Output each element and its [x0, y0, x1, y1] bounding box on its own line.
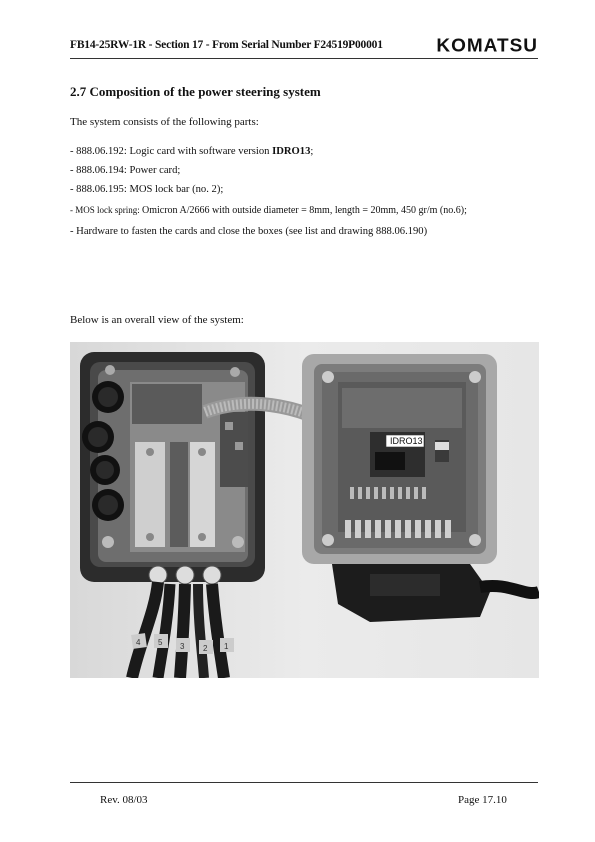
- part-item: [70, 161, 467, 180]
- part-text: Omicron A/2666 with outside diameter = 8mm, length = 20mm, 450 gr/m (no.6);: [142, 205, 467, 216]
- part-item: [70, 142, 467, 161]
- system-photo: [70, 342, 539, 678]
- parts-list: [70, 142, 467, 241]
- page-number: Page 17.10: [458, 794, 507, 806]
- overview-caption: Below is an overall view of the system:: [70, 314, 244, 326]
- komatsu-logo: KOMATSU: [436, 36, 538, 57]
- footer-divider: [70, 782, 538, 783]
- section-title: 2.7 Composition of the power steering system: [70, 84, 321, 99]
- part-text: - 888.06.194: Power card;: [70, 165, 181, 176]
- software-version: IDRO13: [272, 146, 311, 157]
- part-lead: - MOS lock spring:: [70, 205, 142, 215]
- intro-text: The system consists of the following parts:: [70, 116, 259, 128]
- part-text: - 888.06.195: MOS lock bar (no. 2);: [70, 184, 224, 195]
- cable-tag: 4: [136, 638, 141, 647]
- part-item: [70, 180, 467, 199]
- part-item: [70, 222, 467, 241]
- part-item: [70, 199, 467, 222]
- page-header: [70, 36, 538, 58]
- idro13-label: IDRO13: [390, 436, 423, 446]
- part-text: - Hardware to fasten the cards and close the boxes (see list and drawing 888.06.190): [70, 226, 428, 237]
- header-divider: [70, 58, 538, 59]
- cable-tag: 1: [224, 642, 229, 651]
- cable-tag: 5: [158, 638, 163, 647]
- part-suffix: ;: [310, 146, 314, 157]
- part-text: - 888.06.192: Logic card with software version: [70, 146, 273, 157]
- revision-label: Rev. 08/03: [100, 794, 148, 806]
- cable-tag: 3: [180, 642, 185, 651]
- system-photo-drawing: [70, 342, 539, 678]
- header-title: FB14-25RW-1R - Section 17 - From Serial Number F24519P00001: [70, 39, 383, 51]
- cable-tag: 2: [203, 644, 208, 653]
